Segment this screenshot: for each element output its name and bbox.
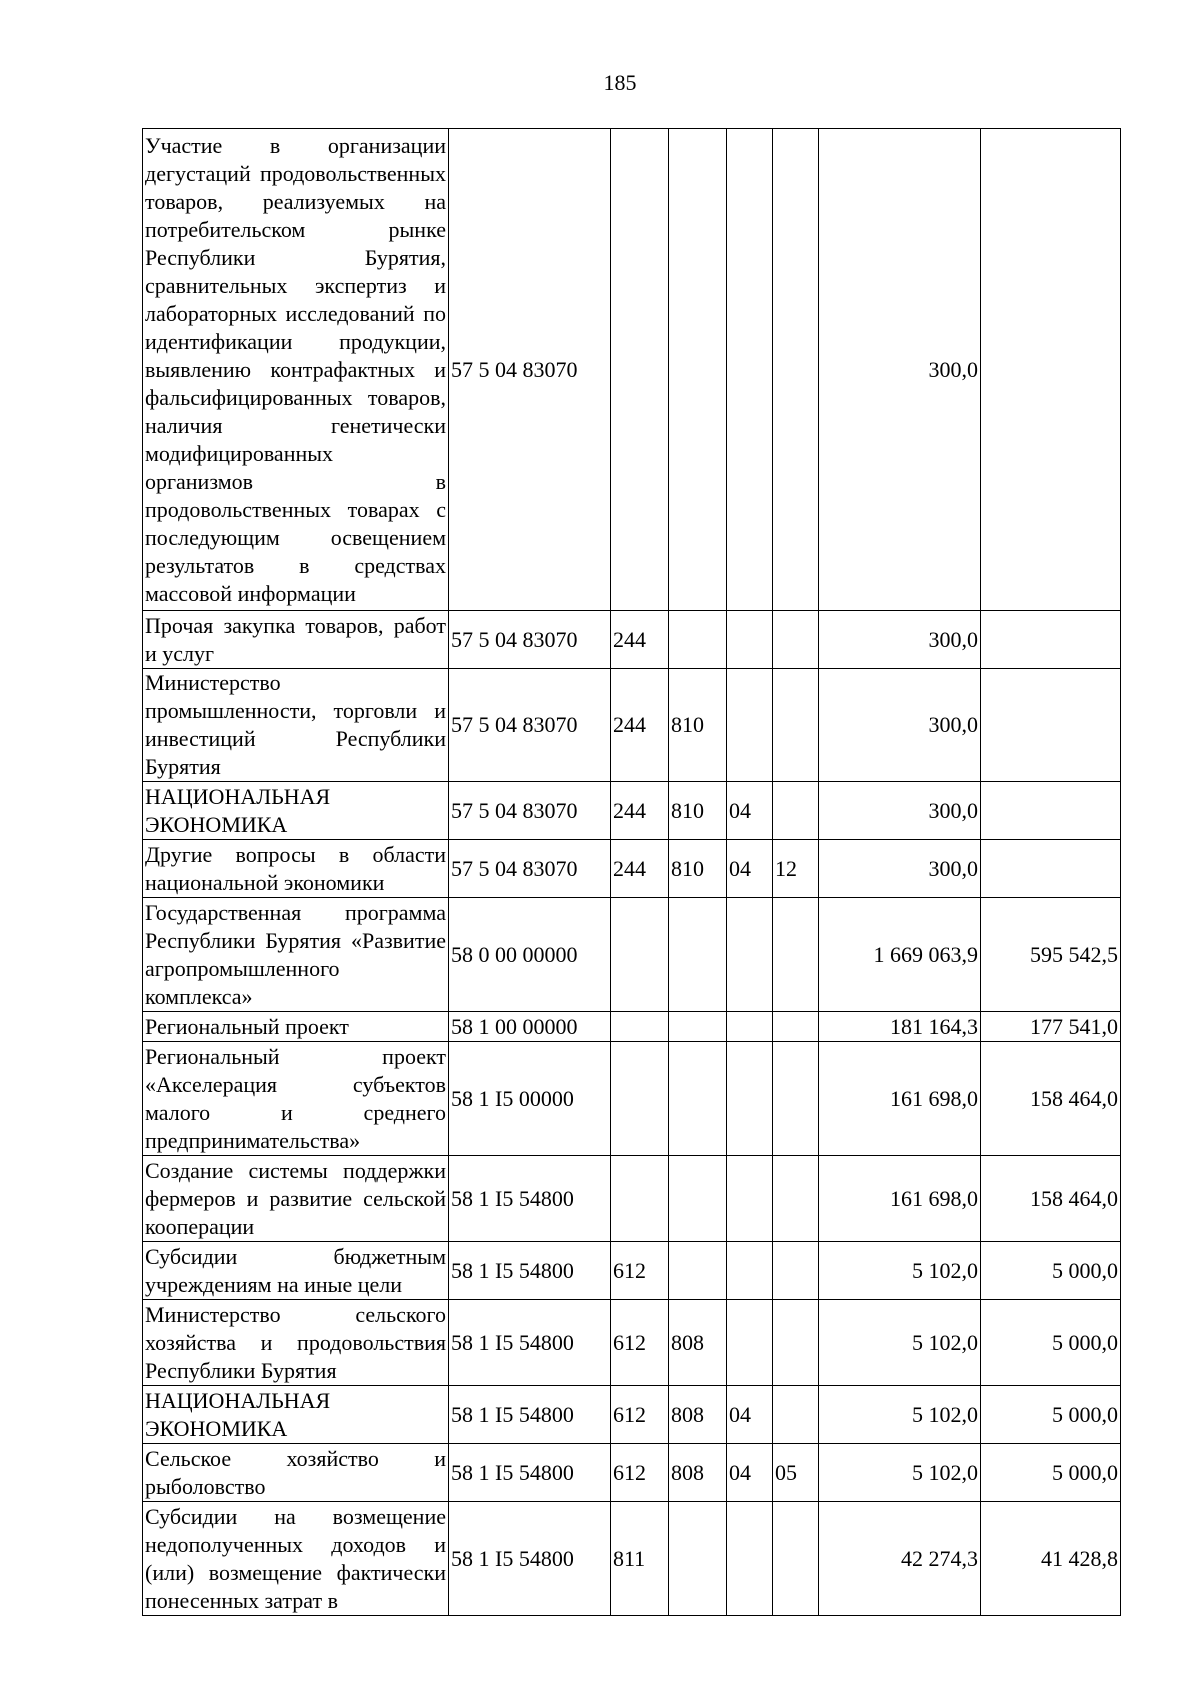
row-section: 04 — [727, 840, 773, 898]
row-subsection — [773, 1242, 819, 1300]
row-target-code: 58 1 I5 54800 — [449, 1300, 611, 1386]
row-amount-1: 300,0 — [819, 129, 981, 611]
row-expense-type: 612 — [611, 1300, 669, 1386]
row-amount-1: 161 698,0 — [819, 1156, 981, 1242]
row-ministry-code — [669, 1156, 727, 1242]
row-name: Участие в организации дегустаций продовольственных товаров, реализуемых на потребительском рынке Республики Бурятия, сравнительных экспертиз и лабораторных исследований по идентификации продукции, выявлению контрафактных и фальсифицированных товаров, наличия генетически модифицированных организмов в продовольственных товарах с последующим освещением результатов в средствах массовой информации — [143, 129, 449, 611]
row-amount-1: 1 669 063,9 — [819, 898, 981, 1012]
row-target-code: 57 5 04 83070 — [449, 611, 611, 669]
row-expense-type: 244 — [611, 669, 669, 782]
row-name: Министерство сельского хозяйства и продовольствия Республики Бурятия — [143, 1300, 449, 1386]
row-name: Другие вопросы в области национальной экономики — [143, 840, 449, 898]
row-expense-type: 612 — [611, 1444, 669, 1502]
row-name: Государственная программа Республики Бурятия «Развитие агропромышленного комплекса» — [143, 898, 449, 1012]
row-amount-2: 5 000,0 — [981, 1242, 1121, 1300]
table-row — [143, 1300, 1121, 1386]
row-expense-type — [611, 129, 669, 611]
row-subsection: 05 — [773, 1444, 819, 1502]
table-row — [143, 1156, 1121, 1242]
row-target-code: 58 1 I5 00000 — [449, 1042, 611, 1156]
row-amount-2: 5 000,0 — [981, 1300, 1121, 1386]
row-subsection — [773, 1156, 819, 1242]
row-section — [727, 1300, 773, 1386]
row-section — [727, 898, 773, 1012]
row-ministry-code — [669, 611, 727, 669]
row-subsection — [773, 129, 819, 611]
row-name: Субсидии бюджетным учреждениям на иные цели — [143, 1242, 449, 1300]
row-amount-1: 5 102,0 — [819, 1242, 981, 1300]
row-amount-2: 158 464,0 — [981, 1156, 1121, 1242]
row-subsection — [773, 669, 819, 782]
row-name: НАЦИОНАЛЬНАЯ ЭКОНОМИКА — [143, 1386, 449, 1444]
row-section — [727, 1502, 773, 1616]
row-amount-2 — [981, 669, 1121, 782]
row-section — [727, 129, 773, 611]
row-section: 04 — [727, 1444, 773, 1502]
row-name: Создание системы поддержки фермеров и развитие сельской кооперации — [143, 1156, 449, 1242]
row-subsection — [773, 611, 819, 669]
row-name: Субсидии на возмещение недополученных доходов и (или) возмещение фактически понесенных затрат в — [143, 1502, 449, 1616]
row-amount-1: 5 102,0 — [819, 1386, 981, 1444]
row-ministry-code — [669, 1012, 727, 1042]
row-ministry-code — [669, 898, 727, 1012]
table-row — [143, 129, 1121, 611]
row-amount-2: 177 541,0 — [981, 1012, 1121, 1042]
row-section — [727, 1156, 773, 1242]
table-row — [143, 1242, 1121, 1300]
row-expense-type — [611, 1156, 669, 1242]
row-subsection — [773, 1300, 819, 1386]
row-expense-type — [611, 898, 669, 1012]
row-amount-1: 300,0 — [819, 840, 981, 898]
row-target-code: 57 5 04 83070 — [449, 129, 611, 611]
row-amount-2 — [981, 840, 1121, 898]
row-target-code: 57 5 04 83070 — [449, 782, 611, 840]
row-target-code: 57 5 04 83070 — [449, 840, 611, 898]
row-ministry-code — [669, 1242, 727, 1300]
row-amount-1: 300,0 — [819, 669, 981, 782]
table-row — [143, 840, 1121, 898]
row-section — [727, 1242, 773, 1300]
row-expense-type: 244 — [611, 840, 669, 898]
row-subsection — [773, 898, 819, 1012]
table-row — [143, 1444, 1121, 1502]
table-row — [143, 611, 1121, 669]
row-name: Региональный проект — [143, 1012, 449, 1042]
row-target-code: 58 0 00 00000 — [449, 898, 611, 1012]
row-ministry-code: 810 — [669, 669, 727, 782]
table-row — [143, 1386, 1121, 1444]
row-subsection — [773, 782, 819, 840]
row-expense-type — [611, 1042, 669, 1156]
row-amount-2: 158 464,0 — [981, 1042, 1121, 1156]
row-ministry-code: 810 — [669, 840, 727, 898]
row-amount-2: 5 000,0 — [981, 1386, 1121, 1444]
budget-table — [142, 128, 1121, 1616]
row-amount-1: 5 102,0 — [819, 1300, 981, 1386]
table-row — [143, 669, 1121, 782]
row-ministry-code: 808 — [669, 1444, 727, 1502]
row-target-code: 58 1 I5 54800 — [449, 1242, 611, 1300]
row-name: Прочая закупка товаров, работ и услуг — [143, 611, 449, 669]
row-expense-type: 811 — [611, 1502, 669, 1616]
row-amount-2 — [981, 611, 1121, 669]
row-target-code: 58 1 I5 54800 — [449, 1444, 611, 1502]
row-amount-1: 42 274,3 — [819, 1502, 981, 1616]
row-name: Министерство промышленности, торговли и инвестиций Республики Бурятия — [143, 669, 449, 782]
row-amount-2: 5 000,0 — [981, 1444, 1121, 1502]
row-name: НАЦИОНАЛЬНАЯ ЭКОНОМИКА — [143, 782, 449, 840]
row-ministry-code: 810 — [669, 782, 727, 840]
row-amount-1: 300,0 — [819, 782, 981, 840]
row-subsection — [773, 1042, 819, 1156]
row-section: 04 — [727, 782, 773, 840]
table-row — [143, 1012, 1121, 1042]
row-expense-type: 244 — [611, 611, 669, 669]
page-number: 185 — [603, 70, 637, 95]
row-ministry-code — [669, 1502, 727, 1616]
row-amount-2 — [981, 129, 1121, 611]
row-subsection — [773, 1502, 819, 1616]
row-amount-1: 161 698,0 — [819, 1042, 981, 1156]
table-row — [143, 1042, 1121, 1156]
row-target-code: 58 1 I5 54800 — [449, 1502, 611, 1616]
row-section — [727, 1042, 773, 1156]
row-subsection — [773, 1386, 819, 1444]
row-section — [727, 669, 773, 782]
row-ministry-code: 808 — [669, 1300, 727, 1386]
row-expense-type: 612 — [611, 1386, 669, 1444]
table-row — [143, 1502, 1121, 1616]
row-amount-1: 181 164,3 — [819, 1012, 981, 1042]
row-expense-type: 244 — [611, 782, 669, 840]
row-subsection — [773, 1012, 819, 1042]
row-ministry-code — [669, 1042, 727, 1156]
row-name: Сельское хозяйство и рыболовство — [143, 1444, 449, 1502]
row-section — [727, 1012, 773, 1042]
row-section — [727, 611, 773, 669]
row-target-code: 57 5 04 83070 — [449, 669, 611, 782]
table-row — [143, 898, 1121, 1012]
table-row — [143, 782, 1121, 840]
row-expense-type — [611, 1012, 669, 1042]
row-amount-2: 41 428,8 — [981, 1502, 1121, 1616]
row-ministry-code: 808 — [669, 1386, 727, 1444]
row-ministry-code — [669, 129, 727, 611]
row-target-code: 58 1 00 00000 — [449, 1012, 611, 1042]
row-target-code: 58 1 I5 54800 — [449, 1386, 611, 1444]
row-expense-type: 612 — [611, 1242, 669, 1300]
row-name: Региональный проект «Акселерация субъектов малого и среднего предпринимательства» — [143, 1042, 449, 1156]
row-amount-2: 595 542,5 — [981, 898, 1121, 1012]
row-amount-1: 300,0 — [819, 611, 981, 669]
row-subsection: 12 — [773, 840, 819, 898]
row-target-code: 58 1 I5 54800 — [449, 1156, 611, 1242]
row-section: 04 — [727, 1386, 773, 1444]
row-amount-2 — [981, 782, 1121, 840]
row-amount-1: 5 102,0 — [819, 1444, 981, 1502]
